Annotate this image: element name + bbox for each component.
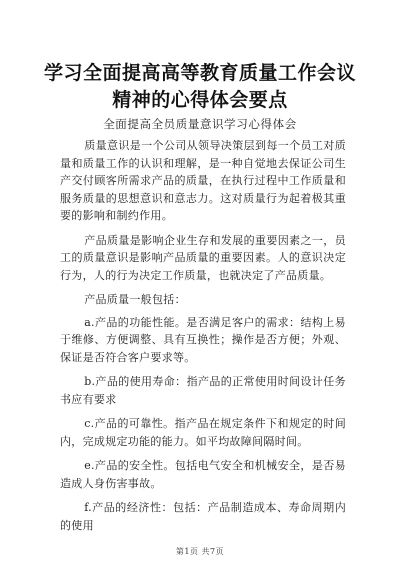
list-item-safety: e.产品的安全性。包括电气安全和机械安全，是否易造成人身伤害事故。 bbox=[60, 459, 346, 490]
paragraph-product-quality-factors: 产品质量是影响企业生存和发展的重要因素之一，员工的质量意识是影响产品质量的重要因素。人的意识决定行为，人的行为决定工作质量，也就决定了产品质量。 bbox=[60, 233, 346, 282]
document-body bbox=[60, 137, 346, 541]
list-item-reliability: c.产品的可靠性。指产品在规定条件下和规定的时间内，完成规定功能的能力。如平均故障间隔时间。 bbox=[60, 417, 346, 448]
page-number-footer: 第1页 共7页 bbox=[175, 547, 225, 556]
list-item-function-performance: a.产品的功能性能。是否满足客户的需求：结构上易于维修、方便调整、具有互换性；操作是否方便；外观、保证是否符合客户要求等。 bbox=[60, 315, 346, 364]
document-subtitle: 全面提高全员质量意识学习心得体会 bbox=[103, 117, 297, 131]
paragraph-quality-awareness: 质量意识是一个公司从领导决策层到每一个员工对质量和质量工作的认识和理解，是一种自觉地去保证公司生产交付顾客所需求产品的质量，在执行过程中工作质量和服务质量的思想意识和意志力。这对质量行为起着极其重要的影响和制约作用。 bbox=[60, 139, 346, 222]
paragraph-quality-includes: 产品质量一般包括： bbox=[84, 293, 186, 306]
list-item-service-life: b.产品的使用寿命：指产品的正常使用时间设计任务书应有要求 bbox=[60, 375, 346, 406]
list-item-economy: f.产品的经济性：包括：产品制造成本、寿命周期内的使用 bbox=[60, 501, 346, 532]
document-title: 学习全面提高高等教育质量工作会议精神的心得体会要点 bbox=[43, 62, 356, 111]
